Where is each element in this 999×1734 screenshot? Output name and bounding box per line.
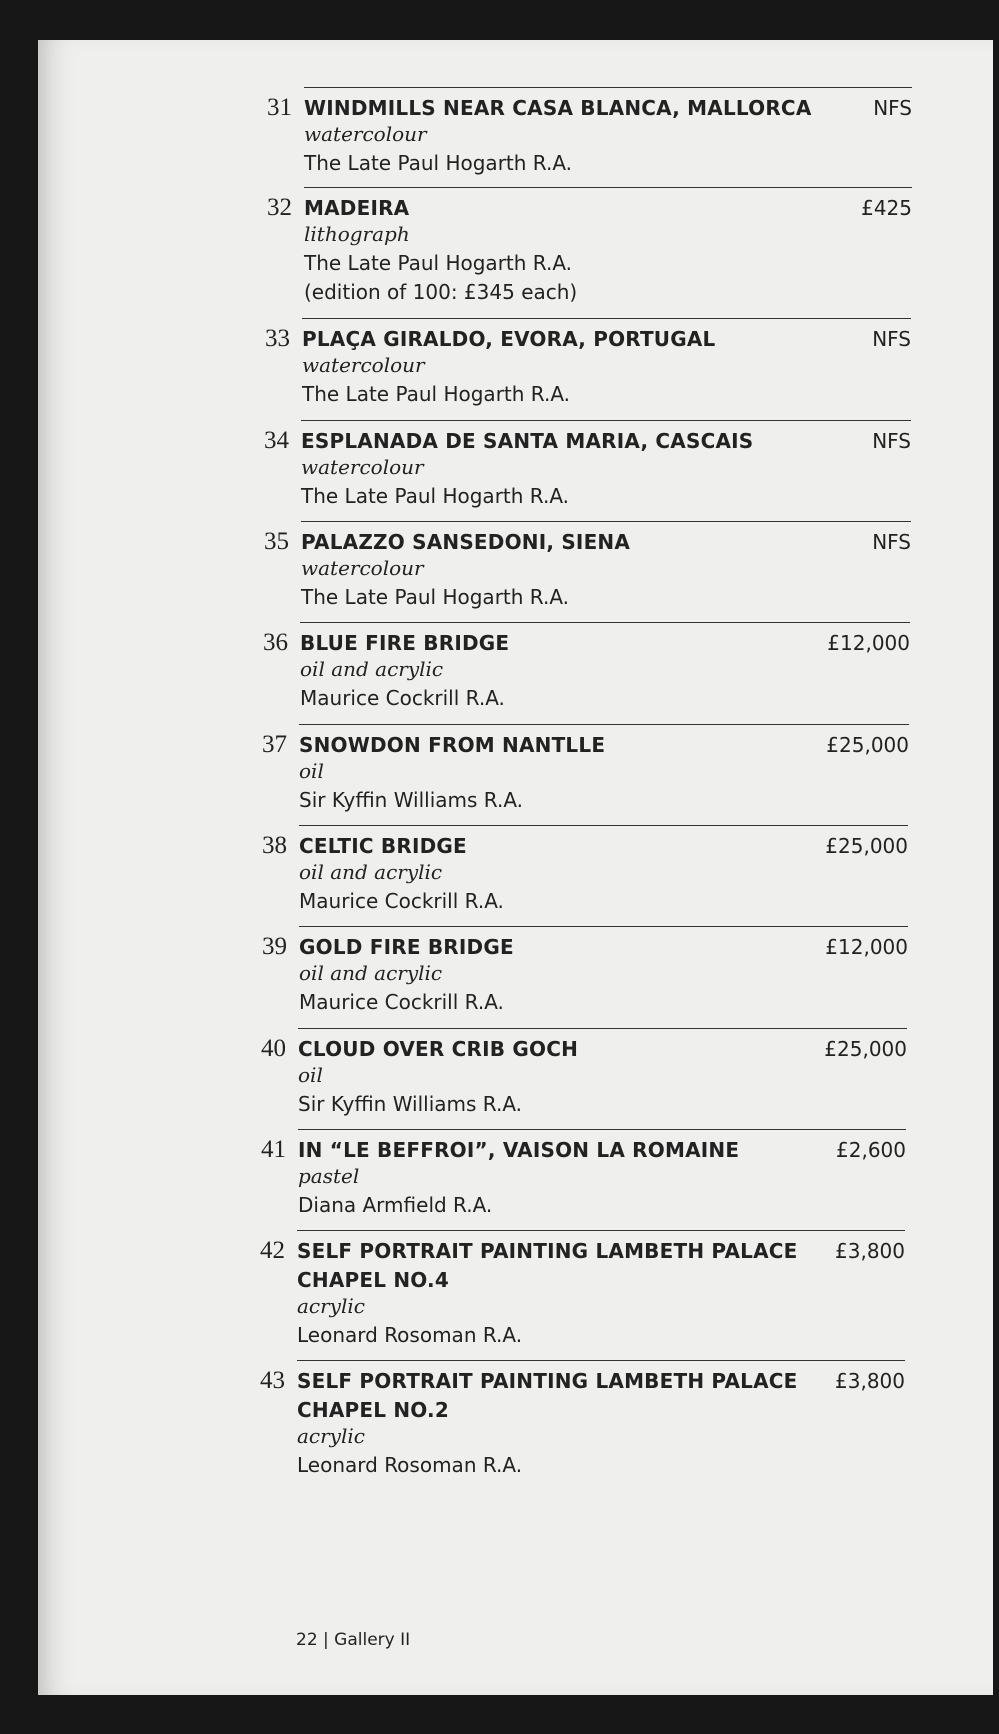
list-item xyxy=(265,318,911,414)
entry-number: 37 xyxy=(262,731,287,758)
catalogue-page xyxy=(38,40,993,1695)
list-item xyxy=(264,521,911,617)
entry-price: £12,000 xyxy=(825,935,908,959)
entry-title: SELF PORTRAIT PAINTING LAMBETH PALACE CHAPEL NO.2 xyxy=(297,1369,798,1422)
entry-number: 36 xyxy=(263,629,288,656)
entry-price: NFS xyxy=(872,327,911,351)
entry-medium: acrylic xyxy=(297,1294,365,1318)
entry-artist: Maurice Cockrill R.A. xyxy=(299,889,504,913)
entry-artist: Sir Kyffin Williams R.A. xyxy=(298,1092,523,1116)
entry-artist: Leonard Rosoman R.A. xyxy=(297,1453,523,1477)
list-item xyxy=(267,87,912,183)
list-item xyxy=(264,420,911,516)
entry-title: MADEIRA xyxy=(304,196,410,220)
entry-title: PLAÇA GIRALDO, EVORA, PORTUGAL xyxy=(302,327,716,351)
entry-number: 31 xyxy=(267,94,292,121)
page-footer: 22 | Gallery II xyxy=(296,1630,411,1650)
entry-price: NFS xyxy=(873,96,912,120)
entry-title: IN “LE BEFFROI”, VAISON LA ROMAINE xyxy=(298,1138,740,1162)
entry-number: 32 xyxy=(267,194,292,221)
entry-title: PALAZZO SANSEDONI, SIENA xyxy=(301,530,631,554)
entry-title: BLUE FIRE BRIDGE xyxy=(300,631,510,655)
entry-title: CELTIC BRIDGE xyxy=(299,834,467,858)
entry-number: 33 xyxy=(265,325,290,352)
entry-price: £3,800 xyxy=(835,1369,905,1393)
list-item xyxy=(262,825,908,921)
entry-number: 40 xyxy=(261,1035,286,1062)
entry-artist: Diana Armfield R.A. xyxy=(298,1193,493,1217)
entry-artist: The Late Paul Hogarth R.A. xyxy=(304,251,573,275)
entry-medium: oil and acrylic xyxy=(300,657,444,681)
entry-medium: watercolour xyxy=(304,122,427,146)
entry-number: 42 xyxy=(260,1237,285,1264)
entry-number: 38 xyxy=(262,832,287,859)
list-item xyxy=(262,724,909,820)
entry-medium: oil and acrylic xyxy=(299,860,443,884)
list-item xyxy=(267,187,912,308)
entry-number: 34 xyxy=(264,427,289,454)
entry-edition-note: (edition of 100: £345 each) xyxy=(304,280,578,304)
entry-medium: oil xyxy=(299,759,324,783)
entry-medium: oil xyxy=(298,1063,323,1087)
entry-title: WINDMILLS NEAR CASA BLANCA, MALLORCA xyxy=(304,96,812,120)
entry-artist: The Late Paul Hogarth R.A. xyxy=(301,585,570,609)
entry-medium: watercolour xyxy=(301,455,424,479)
entry-artist: Maurice Cockrill R.A. xyxy=(300,686,505,710)
entry-title: CLOUD OVER CRIB GOCH xyxy=(298,1037,579,1061)
list-item xyxy=(263,622,910,718)
entry-title: GOLD FIRE BRIDGE xyxy=(299,935,514,959)
entry-artist: The Late Paul Hogarth R.A. xyxy=(304,151,573,175)
entry-artist: Maurice Cockrill R.A. xyxy=(299,990,504,1014)
entry-medium: watercolour xyxy=(301,556,424,580)
entry-price: £25,000 xyxy=(826,733,909,757)
entry-price: £425 xyxy=(861,196,912,220)
entry-price: £25,000 xyxy=(824,1037,907,1061)
entry-number: 39 xyxy=(262,933,287,960)
entry-artist: Sir Kyffin Williams R.A. xyxy=(299,788,524,812)
entry-price: £25,000 xyxy=(825,834,908,858)
entry-number: 41 xyxy=(261,1136,286,1163)
entry-title: SNOWDON FROM NANTLLE xyxy=(299,733,606,757)
entry-medium: lithograph xyxy=(304,222,410,246)
entry-medium: acrylic xyxy=(297,1424,365,1448)
entry-number: 35 xyxy=(264,528,289,555)
entry-price: £3,800 xyxy=(835,1239,905,1263)
entry-medium: oil and acrylic xyxy=(299,961,443,985)
entry-artist: The Late Paul Hogarth R.A. xyxy=(302,382,571,406)
entry-price: £2,600 xyxy=(836,1138,906,1162)
entry-title: SELF PORTRAIT PAINTING LAMBETH PALACE CHAPEL NO.4 xyxy=(297,1239,798,1292)
entry-price: NFS xyxy=(872,530,911,554)
entry-title: ESPLANADA DE SANTA MARIA, CASCAIS xyxy=(301,429,754,453)
entry-medium: watercolour xyxy=(302,353,425,377)
list-item xyxy=(260,1360,905,1485)
entry-artist: Leonard Rosoman R.A. xyxy=(297,1323,523,1347)
entry-artist: The Late Paul Hogarth R.A. xyxy=(301,484,570,508)
list-item xyxy=(261,1028,907,1124)
entry-price: NFS xyxy=(872,429,911,453)
entry-medium: pastel xyxy=(298,1164,360,1188)
list-item xyxy=(261,1129,906,1225)
list-item xyxy=(262,926,908,1022)
entry-price: £12,000 xyxy=(827,631,910,655)
list-item xyxy=(260,1230,905,1355)
entry-number: 43 xyxy=(260,1367,285,1394)
